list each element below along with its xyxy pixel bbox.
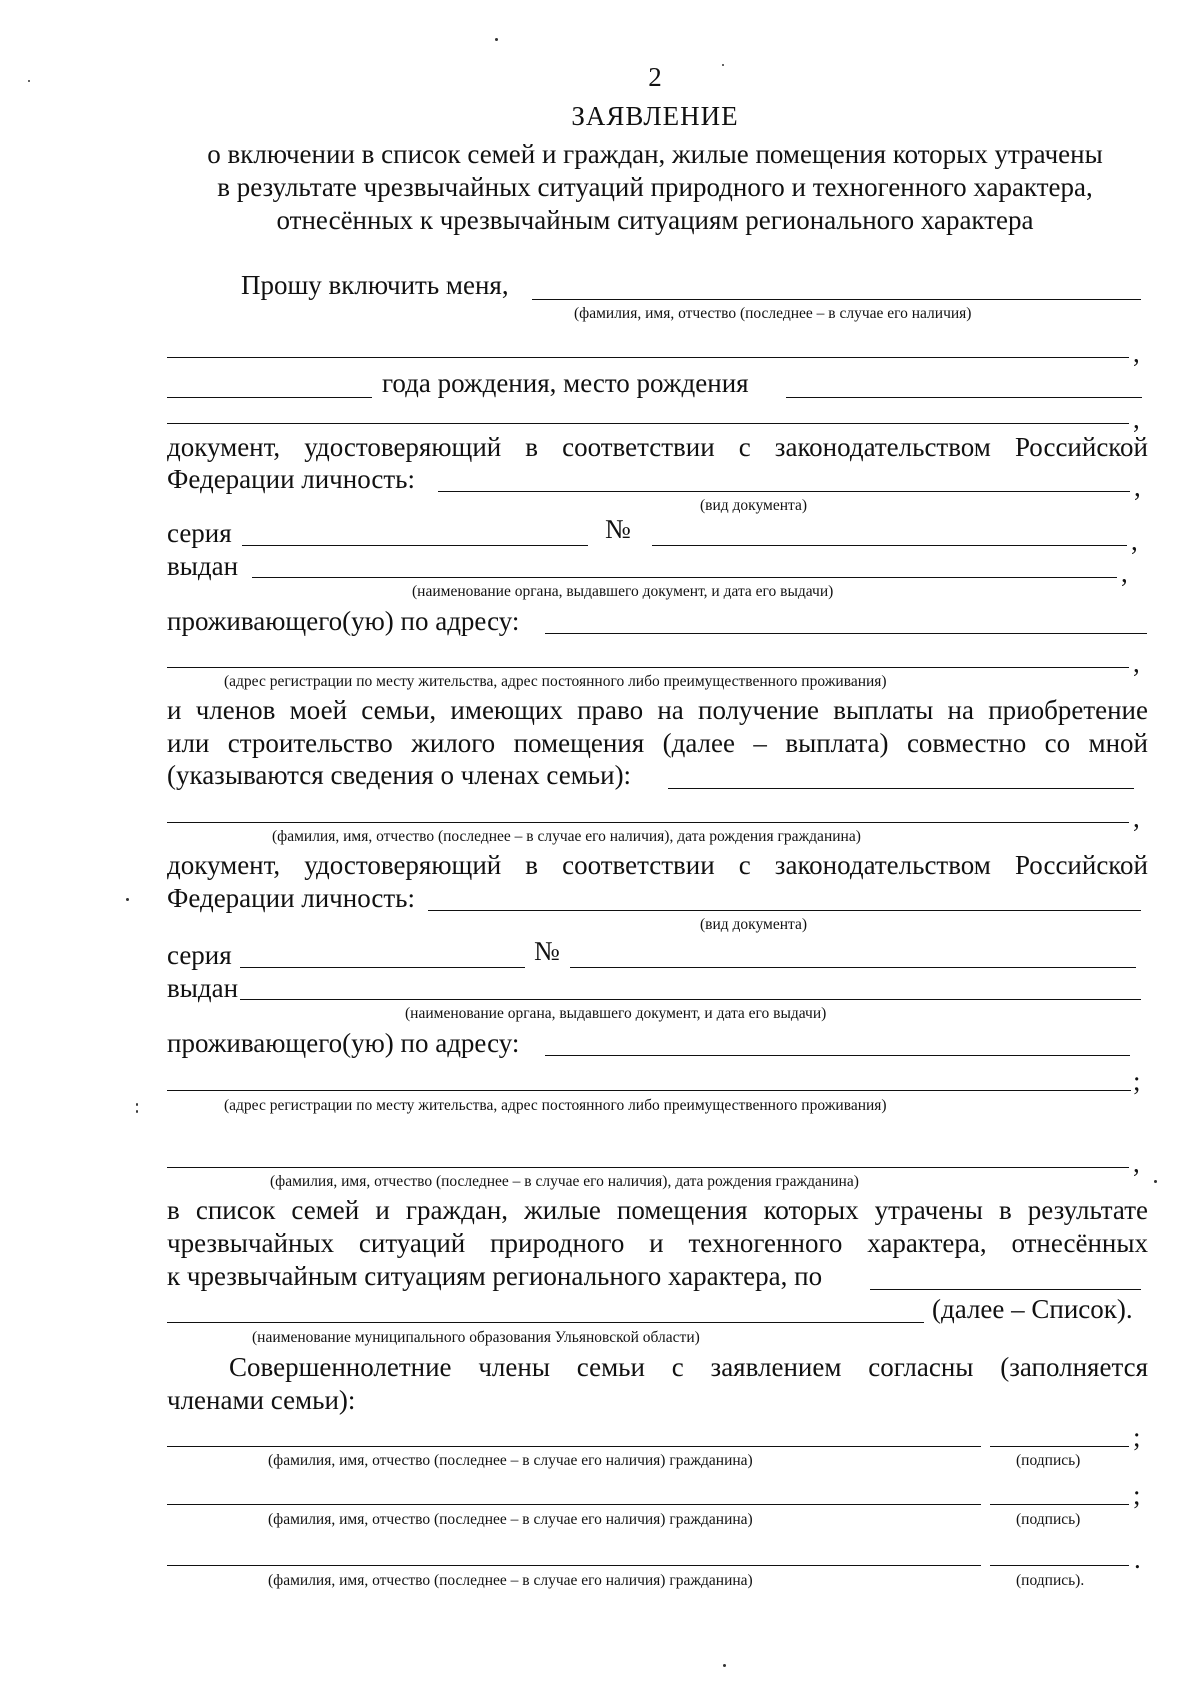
number-label: № [605, 514, 631, 544]
family-issuer-hint: (наименование органа, выдавшего документ, и дата его выдачи) [405, 1005, 827, 1022]
list-text: чрезвычайных ситуаций природного и техногенного характера, отнесённых [167, 1228, 1148, 1258]
family-address-continued-field[interactable] [167, 1090, 1131, 1091]
row-end: ; [1133, 1480, 1141, 1510]
family-id-doc-text: Федерации личность: [167, 883, 415, 913]
birth-place-field[interactable] [786, 397, 1142, 398]
address-continued-field[interactable] [167, 667, 1129, 668]
subtitle-line: в результате чрезвычайных ситуаций природного и техногенного характера, [217, 172, 1093, 202]
consent-signature-hint: (подпись) [1016, 1511, 1081, 1528]
issued-by-field[interactable] [252, 577, 1117, 578]
address-label: проживающего(ую) по адресу: [167, 606, 520, 636]
consent-signature-hint: (подпись). [1016, 1572, 1085, 1589]
family-number-label: № [534, 936, 560, 966]
row-end: . [1134, 1544, 1141, 1574]
comma: , [1121, 558, 1128, 588]
family-number-field[interactable] [570, 967, 1136, 968]
family-text: или строительство жилого помещения (далее – выплата) совместно со мной [167, 728, 1148, 758]
family-text: (указываются сведения о членах семьи): [167, 760, 632, 790]
comma: , [1133, 338, 1140, 368]
consent-name-field[interactable] [167, 1446, 981, 1447]
consent-name-hint: (фамилия, имя, отчество (последнее – в случае его наличия) гражданина) [268, 1511, 753, 1528]
scan-speck [1154, 1180, 1157, 1183]
scan-speck [136, 1110, 138, 1113]
scan-speck [495, 38, 498, 41]
scan-speck [723, 1664, 726, 1667]
applicant-name-continued-field[interactable] [167, 357, 1129, 358]
series-label: серия [167, 518, 232, 548]
comma: , [1131, 526, 1138, 556]
consent-signature-hint: (подпись) [1016, 1452, 1081, 1469]
family-address-field[interactable] [545, 1055, 1130, 1056]
scan-speck [136, 1103, 138, 1106]
page-number: 2 [648, 62, 662, 92]
applicant-name-field[interactable] [532, 299, 1141, 300]
birth-label: года рождения, место рождения [382, 368, 749, 398]
family-doc-type-hint: (вид документа) [700, 916, 808, 933]
family-address-label: проживающего(ую) по адресу: [167, 1028, 520, 1058]
comma: , [1133, 404, 1140, 434]
family-id-doc-text: документ, удостоверяющий в соответствии с законодательством Российской [167, 850, 1148, 880]
semicolon: ; [1133, 1066, 1141, 1096]
address-field[interactable] [545, 633, 1147, 634]
doc-type-hint: (вид документа) [700, 497, 808, 514]
second-family-member-hint: (фамилия, имя, отчество (последнее – в случае его наличия), дата рождения гражданина) [270, 1173, 859, 1190]
family-issued-label: выдан [167, 973, 239, 1003]
list-text: к чрезвычайным ситуациям регионального характера, по [167, 1261, 823, 1291]
consent-signature-field[interactable] [990, 1504, 1129, 1505]
consent-signature-field[interactable] [990, 1446, 1129, 1447]
consent-text: членами семьи): [167, 1385, 356, 1415]
list-suffix: (далее – Список). [932, 1294, 1133, 1324]
scan-speck [126, 898, 129, 901]
municipality-field[interactable] [870, 1289, 1141, 1290]
consent-signature-field[interactable] [990, 1565, 1129, 1566]
series-field[interactable] [242, 545, 588, 546]
municipality-hint: (наименование муниципального образования Ульяновской области) [252, 1329, 700, 1346]
row-end: ; [1133, 1422, 1141, 1452]
consent-name-field[interactable] [167, 1565, 981, 1566]
request-label: Прошу включить меня, [241, 270, 509, 300]
consent-text: Совершеннолетние члены семьи с заявлением согласны (заполняется [229, 1352, 1148, 1382]
family-series-field[interactable] [240, 967, 525, 968]
consent-name-hint: (фамилия, имя, отчество (последнее – в случае его наличия) гражданина) [268, 1572, 753, 1589]
family-series-label: серия [167, 940, 232, 970]
family-doc-type-field[interactable] [428, 910, 1141, 911]
family-member-hint: (фамилия, имя, отчество (последнее – в случае его наличия), дата рождения гражданина) [272, 828, 861, 845]
family-address-hint: (адрес регистрации по месту жительства, адрес постоянного либо преимущественного проживания) [224, 1097, 887, 1114]
issued-label: выдан [167, 551, 239, 581]
consent-name-field[interactable] [167, 1504, 981, 1505]
comma: , [1134, 472, 1141, 502]
family-text: и членов моей семьи, имеющих право на получение выплаты на приобретение [167, 695, 1148, 725]
municipality-continued-field[interactable] [167, 1322, 924, 1323]
form-title: ЗАЯВЛЕНИЕ [571, 101, 739, 131]
second-family-member-field[interactable] [167, 1167, 1129, 1168]
id-doc-text: Федерации личность: [167, 464, 415, 494]
birth-year-field[interactable] [167, 397, 372, 398]
comma: , [1133, 1148, 1140, 1178]
family-info-field[interactable] [668, 788, 1134, 789]
address-hint: (адрес регистрации по месту жительства, адрес постоянного либо преимущественного проживания) [224, 673, 887, 690]
list-text: в список семей и граждан, жилые помещения которых утрачены в результате [167, 1195, 1148, 1225]
birth-place-continued-field[interactable] [167, 423, 1129, 424]
family-member-field[interactable] [167, 822, 1129, 823]
applicant-name-hint: (фамилия, имя, отчество (последнее – в случае его наличия) [574, 305, 972, 322]
id-doc-text: документ, удостоверяющий в соответствии с законодательством Российской [167, 432, 1148, 462]
doc-type-field[interactable] [438, 491, 1130, 492]
comma: , [1133, 648, 1140, 678]
family-issued-by-field[interactable] [240, 999, 1141, 1000]
comma: , [1133, 803, 1140, 833]
subtitle-line: о включении в список семей и граждан, жилые помещения которых утрачены [207, 139, 1103, 169]
issuer-hint: (наименование органа, выдавшего документ, и дата его выдачи) [412, 583, 834, 600]
subtitle-line: отнесённых к чрезвычайным ситуациям регионального характера [276, 205, 1034, 235]
number-field[interactable] [652, 545, 1127, 546]
consent-name-hint: (фамилия, имя, отчество (последнее – в случае его наличия) гражданина) [268, 1452, 753, 1469]
